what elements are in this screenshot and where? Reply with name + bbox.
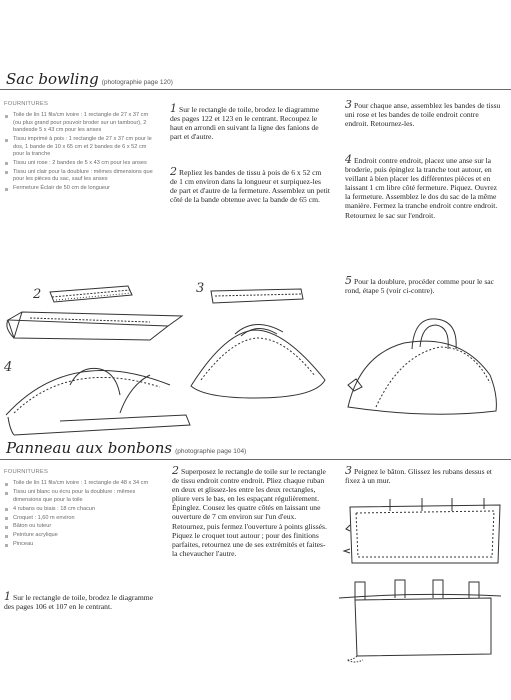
step-text: Pour chaque anse, assemblez les bandes de tissu uni rose et les bandes de toile endroit contre endroit. Retournez-les.: [345, 101, 501, 129]
supply-item: Peinture acrylique: [4, 532, 154, 539]
figure-label-2: 2: [33, 287, 42, 302]
illustration-panel-pinned: [340, 495, 508, 570]
step-text: Peignez le bâton. Glissez les rubans dessus et fixez à un mur.: [345, 467, 492, 486]
section-divider: [0, 89, 511, 90]
step-number: 3: [345, 98, 352, 111]
step-text: Endroit contre endroit, placez une anse sur la broderie, puis épinglez la tranche tout autour, en veillant à bien placer les différentes pièces et en laissant 1 cm libre côté fermeture. Piquez. Ouvrez la fermeture. Assemblez le dos du sac de la même manière. Fermez la tranche endroit contre endroit. Retournez le sac sur l'endroit.: [345, 156, 498, 220]
supply-item: Tissu uni clair pour la doublure : mêmes dimensions que pour les pièces du sac, sauf les anses: [4, 169, 154, 184]
supply-item: Tissu uni blanc ou écru pour la doublure : mêmes dimensions que pour la toile: [4, 489, 154, 504]
supply-item: 4 rubans ou biais : 18 cm chacun: [4, 506, 154, 513]
step-number: 1: [170, 102, 177, 115]
supply-item: Bâton ou tuteur: [4, 523, 154, 530]
section-title-text: Panneau aux bonbons: [6, 439, 173, 457]
illustration-panel-finished: [335, 570, 507, 665]
section-title-panneau-aux-bonbons: [6, 439, 246, 457]
step-number: 2: [170, 165, 177, 178]
step-2-panneau: [172, 466, 327, 558]
step-1-sac-bowling: [170, 104, 330, 141]
illustration-bag-assembly: [0, 355, 200, 440]
step-number: 5: [345, 274, 352, 287]
figure-label-3: 3: [196, 281, 205, 296]
supply-item: Toile de lin 11 fils/cm ivoire : 1 rectangle de 27 x 37 cm (ou plus grand pour pouvoir broder sur un tambour), 2 bandesde 5 x 43 cm pour les anses: [4, 112, 154, 134]
illustration-zipper-strips: [0, 280, 195, 350]
step-text: Pour la doublure, procéder comme pour le sac rond, étape 5 (voir ci-contre).: [345, 277, 495, 296]
section-divider: [0, 459, 511, 460]
photo-reference: (photographie page 120): [101, 79, 173, 86]
supply-item: Croquet : 1,60 m environ: [4, 515, 154, 522]
supply-item: Pinceau: [4, 541, 154, 548]
step-2-sac-bowling: [170, 167, 330, 204]
illustration-handle-strip: [205, 283, 315, 313]
illustration-bag-half: [185, 320, 335, 405]
figure-label-4: 4: [4, 360, 13, 375]
supply-item: Toile de lin 11 fils/cm ivoire : 1 rectangle de 48 x 34 cm: [4, 480, 154, 487]
supplies-list-panneau: [4, 469, 154, 550]
supply-item: Tissu uni rose : 2 bandes de 5 x 43 cm pour les anses: [4, 160, 154, 167]
step-number: 3: [345, 464, 352, 477]
step-text: Sur le rectangle de toile, brodez le diagramme des pages 106 et 107 en le centrant.: [4, 593, 154, 612]
supplies-heading: FOURNITURES: [4, 101, 49, 107]
supply-item: Fermeture Éclair de 50 cm de longueur: [4, 185, 154, 192]
step-4-sac-bowling: [345, 155, 503, 220]
supplies-heading: FOURNITURES: [4, 469, 49, 475]
step-number: 1: [4, 590, 11, 603]
step-number: 4: [345, 153, 352, 166]
step-3-sac-bowling: [345, 100, 503, 128]
step-text: Sur le rectangle de toile, brodez le diagramme des pages 122 et 123 en le centrant. Recoupez le haut en arrondi en suivant la ligne des fanions de part et d'autre.: [170, 105, 320, 142]
step-text: Superposez le rectangle de toile sur le rectangle de tissu endroit contre endroit. Pliez chaque ruban en deux et glissez-les entre les deux rectangles, pliure vers le bas, en les espaçant régulièrement. Épinglez. Cousez les quatre côtés en laissant une ouverture de 7 cm environ sur l'un d'eux. Retournez, puis fermez l'ouverture à points glissés. Piquez le croquet tout autour ; pour des finitions parfaites, retournez une de ses extrémités et faites-la chevaucher l'autre.: [172, 467, 327, 558]
illustration-finished-bag: [340, 315, 505, 420]
step-5-sac-bowling: [345, 276, 503, 295]
supplies-list-sac-bowling: [4, 101, 154, 194]
step-3-panneau: [345, 466, 503, 485]
step-1-panneau: [4, 592, 154, 611]
step-number: 2: [172, 464, 179, 477]
section-title-text: Sac bowling: [6, 70, 99, 88]
section-title-sac-bowling: [6, 70, 173, 88]
supply-item: Tissu imprimé à pois : 1 rectangle de 27 x 37 cm pour le dos, 1 bande de 10 x 65 cm et 2 bandes de 6 x 52 cm pour la tranche: [4, 136, 154, 158]
photo-reference: (photographie page 104): [175, 448, 247, 455]
step-text: Repliez les bandes de tissu à pois de 6 x 52 cm de 1 cm environ dans la longueur et surpiquez-les de part et d'autre de la fermeture. Assemblez un petit côté de la bande obtenue avec la bande de 65 cm.: [170, 168, 330, 205]
